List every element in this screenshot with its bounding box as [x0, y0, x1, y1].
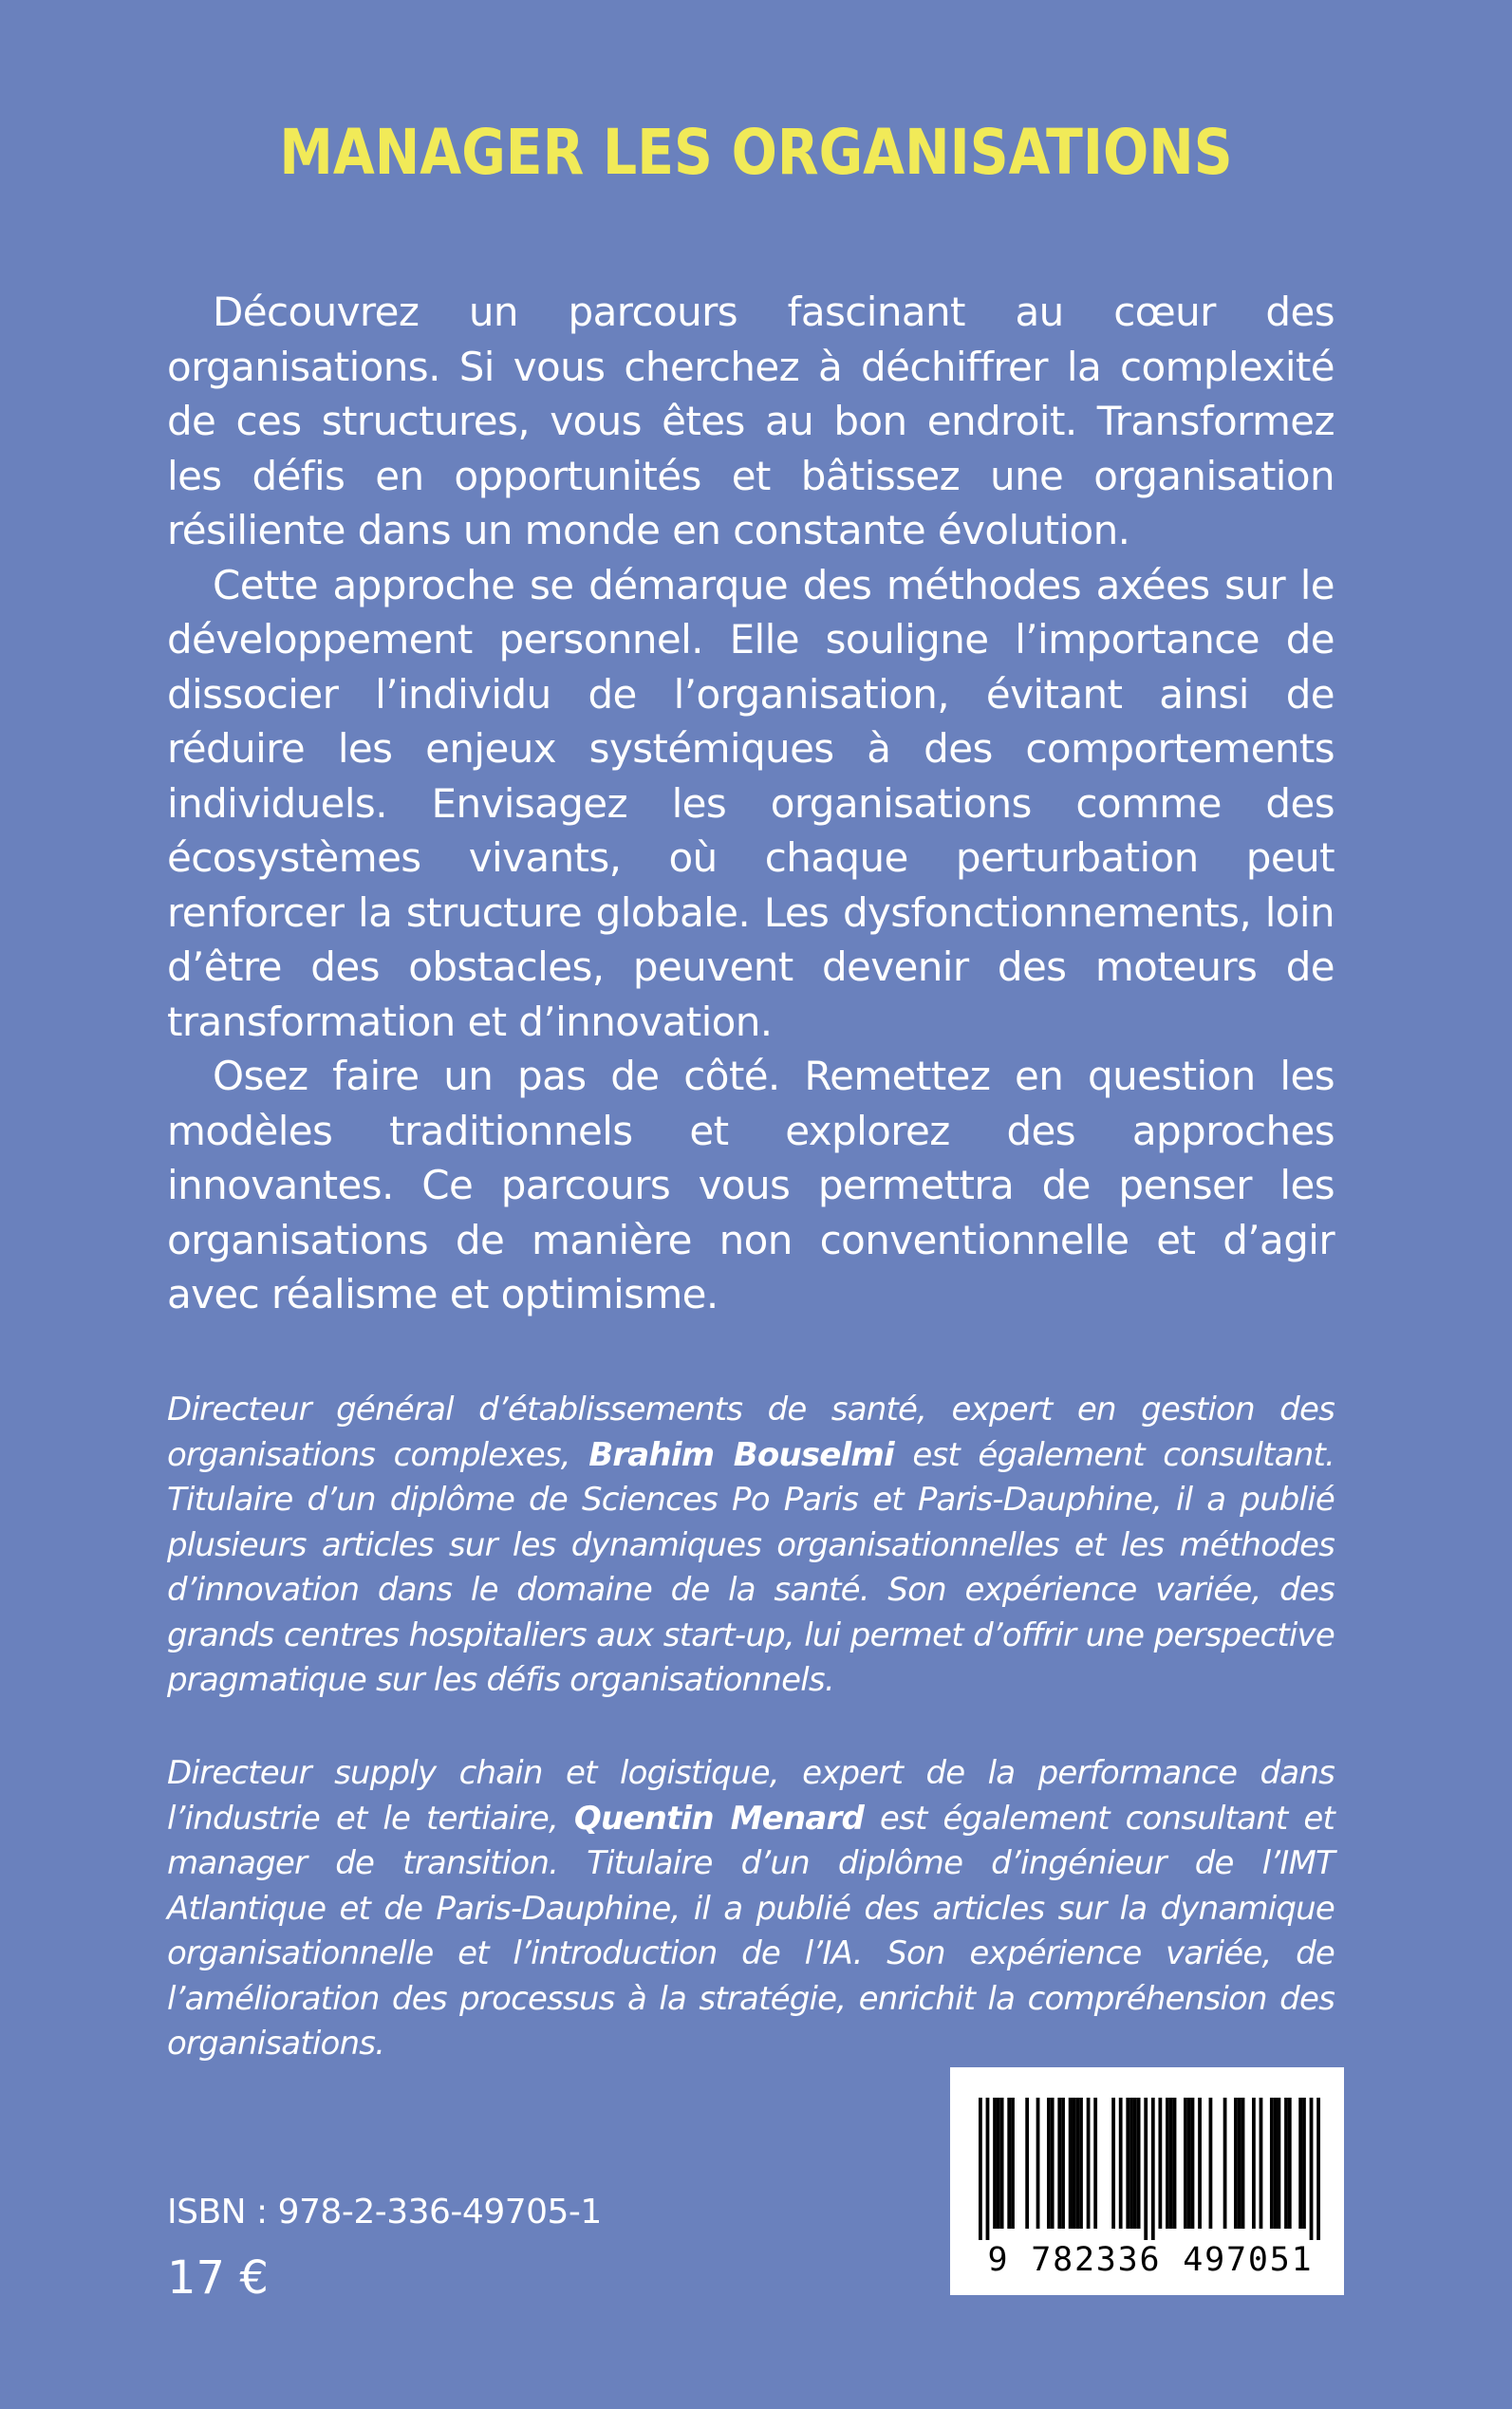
author-name: Brahim Bouselmi [588, 1435, 894, 1474]
barcode-bar [1047, 2098, 1051, 2229]
barcode-bar [1252, 2098, 1256, 2229]
barcode-bar [1111, 2098, 1115, 2229]
barcode-bar [1137, 2098, 1141, 2229]
author-bio-text: Directeur général d’établissements de santé, expert en gestion des organisations complexes, [167, 1391, 1335, 1474]
barcode-bar [979, 2098, 982, 2240]
barcode-bar [1298, 2098, 1302, 2229]
barcode-bar [1198, 2098, 1202, 2229]
barcode-bar [1158, 2098, 1162, 2229]
page-title: MANAGER LES ORGANISATIONS [279, 116, 1233, 189]
barcode-bar [1073, 2098, 1076, 2229]
blurb-paragraph: Cette approche se démarque des méthodes axées sur le développement personnel. Elle souligne l’importance de dissocier l’individu de l’organisation, évitant ainsi de réduire les enjeux systémiques à des comportements individuels. Envisagez les organisations comme des écosystèmes vivants, où chaque perturbation peut renforcer la structure globale. Les dysfonctionnements, loin d’être des obstacles, peuvent devenir des moteurs de transformation et d’innovation. [167, 561, 1335, 1045]
barcode-bar [1278, 2098, 1281, 2229]
barcode-bar [1223, 2098, 1227, 2229]
barcode-bar [1087, 2098, 1091, 2229]
barcode [950, 2067, 1344, 2295]
barcode-bar [986, 2098, 990, 2240]
barcode-bar [1036, 2098, 1040, 2229]
barcode-bar [993, 2098, 997, 2229]
barcode-bar [1284, 2098, 1288, 2229]
barcode-bar [1093, 2098, 1097, 2229]
barcode-bar [1166, 2098, 1169, 2229]
barcode-bar [1007, 2098, 1011, 2229]
barcode-bar [1075, 2098, 1079, 2229]
barcode-bar [1187, 2098, 1191, 2229]
barcode-bar [997, 2098, 1000, 2229]
barcode-bar [1302, 2098, 1306, 2229]
blurb [167, 285, 1335, 1322]
barcode-bar [1169, 2098, 1173, 2229]
barcode-bar [1057, 2098, 1061, 2229]
barcode-bar [1274, 2098, 1278, 2229]
barcode-bar [1079, 2098, 1083, 2229]
barcode-bar [1288, 2098, 1292, 2229]
blurb-paragraph: Découvrez un parcours fascinant au cœur des organisations. Si vous cherchez à déchiffrer la complexité de ces structures, vous êtes au bon endroit. Transformez les défis en opportunités et bâtissez une organisation résiliente dans un monde en constante évolution. [167, 289, 1335, 553]
blurb-paragraph: Osez faire un pas de côté. Remettez en question les modèles traditionnels et explorez des approches innovantes. Ce parcours vous permettra de penser les organisations de manière non conventionnelle et d’agir avec réalisme et optimisme. [167, 1053, 1335, 1317]
barcode-bar [1260, 2098, 1263, 2229]
barcode-bar [1234, 2098, 1238, 2229]
author-bio-text: est également consultant et manager de transition. Titulaire d’un diplôme d’ingénieur de l’IMT Atlantique et de Paris-Dauphine, il a publié des articles sur la dynamique organisationnelle et l’introduction de l’IA. Son expérience variée, de l’amélioration des processus à la stratégie, enrichit la compréhension des organisations. [167, 1799, 1335, 2063]
barcode-bar [1144, 2098, 1148, 2240]
price: 17 € [167, 2251, 269, 2305]
barcode-bar [1119, 2098, 1123, 2229]
barcode-bar [1061, 2098, 1065, 2229]
barcode-bar [1000, 2098, 1004, 2229]
barcode-bar [1184, 2098, 1187, 2229]
barcode-bar [1316, 2098, 1320, 2240]
barcode-bar [1270, 2098, 1274, 2229]
barcode-bar [1241, 2098, 1245, 2229]
barcode-bar [1191, 2098, 1195, 2229]
author-bio-text: est également consultant. Titulaire d’un diplôme de Sciences Po Paris et Paris-Dauphine, il a publié plusieurs articles sur les dynamiques organisationnelles et les méthodes d’innovation dans le domaine de la santé. Son expérience variée, des grands centres hospitaliers aux start-up, lui permet d’offrir une perspective pragmatique sur les défis organisationnels. [167, 1435, 1335, 1699]
barcode-bar [1209, 2098, 1213, 2229]
barcode-bar [1310, 2098, 1314, 2240]
barcode-digits: 9 782336 497051 [987, 2241, 1314, 2279]
barcode-bar [1129, 2098, 1133, 2229]
barcode-bars [979, 2098, 1320, 2240]
isbn: ISBN : 978-2-336-49705-1 [167, 2193, 602, 2232]
author-bio-text: Directeur supply chain et logistique, expert de la performance dans l’industrie et le tertiaire, [167, 1754, 1335, 1838]
barcode-bar [1151, 2098, 1155, 2240]
barcode-bar [1238, 2098, 1241, 2229]
barcode-bar [1025, 2098, 1029, 2229]
author-bio [167, 1751, 1335, 2067]
barcode-bar [1011, 2098, 1015, 2229]
barcode-bar [1133, 2098, 1137, 2229]
barcode-bar [1069, 2098, 1073, 2229]
barcode-bar [1173, 2098, 1177, 2229]
author-name: Quentin Menard [573, 1799, 865, 1838]
barcode-bar [1126, 2098, 1129, 2229]
author-bio [167, 1388, 1335, 1704]
barcode-bar [1051, 2098, 1055, 2229]
